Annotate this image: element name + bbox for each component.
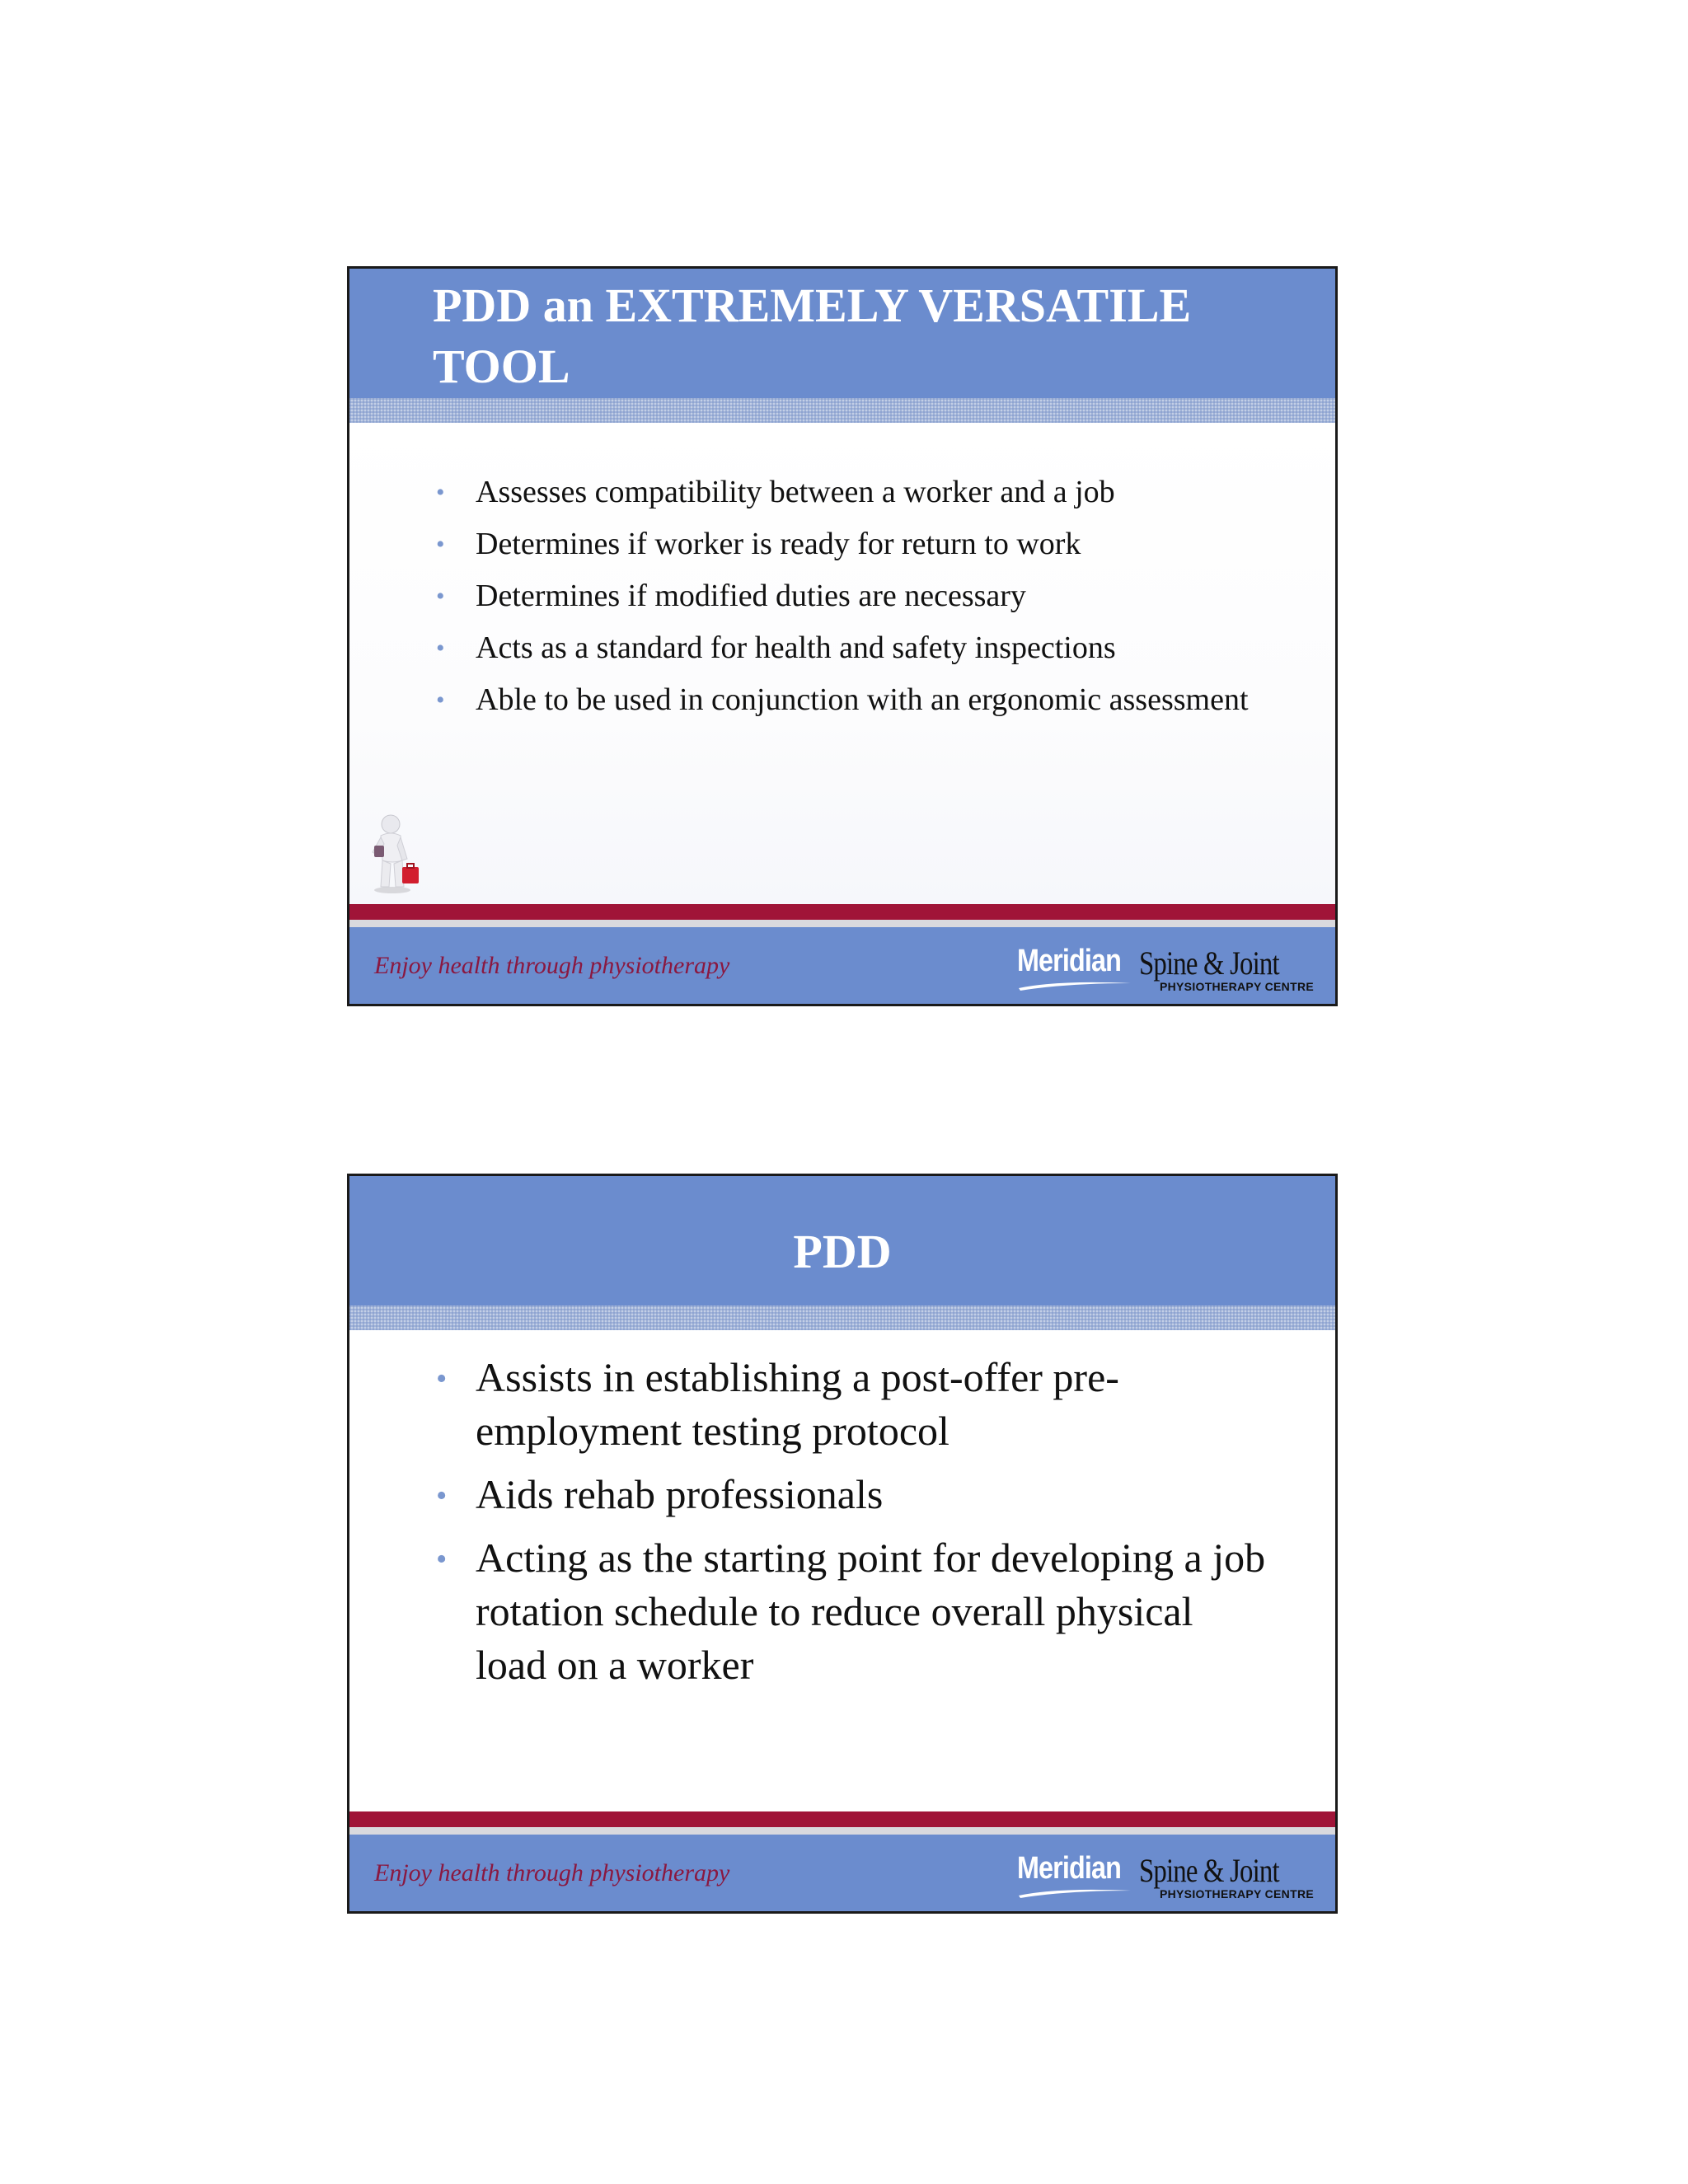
bullet-list: [432, 471, 1273, 730]
footer-tagline: Enjoy health through physiotherapy: [374, 1859, 730, 1886]
bullet-icon: •: [436, 1479, 448, 1513]
bullet-text: Determines if modified duties are necessary: [476, 579, 1026, 613]
bullet-icon: •: [436, 479, 445, 506]
accent-band: [349, 1811, 1335, 1827]
accent-band: [349, 904, 1335, 920]
logo-subtitle: PHYSIOTHERAPY CENTRE: [1160, 980, 1314, 993]
decorative-checker-band: [349, 398, 1335, 423]
divider: [349, 920, 1335, 927]
slide-2: [347, 1174, 1338, 1914]
bullet-item: [432, 626, 1273, 670]
bullet-text: Assesses compatibility between a worker and a job: [476, 475, 1115, 509]
decorative-checker-band: [349, 1305, 1335, 1330]
footer-tagline: Enjoy health through physiotherapy: [374, 952, 730, 979]
slide-footer: [349, 1835, 1335, 1914]
company-logo: [1017, 944, 1314, 996]
bullet-item: [432, 1531, 1273, 1692]
bullet-text: Acts as a standard for health and safety inspections: [476, 630, 1116, 665]
logo-swoosh-icon: [1017, 1886, 1132, 1899]
bullet-icon: •: [436, 531, 445, 558]
logo-brand: Meridian: [1017, 1851, 1122, 1886]
bullet-item: [432, 1351, 1273, 1458]
logo-subtitle: PHYSIOTHERAPY CENTRE: [1160, 1887, 1314, 1900]
bullet-item: [432, 574, 1273, 618]
slide-footer: [349, 927, 1335, 1006]
bullet-list: [432, 1351, 1273, 1702]
bullet-icon: •: [436, 1361, 448, 1396]
company-logo: [1017, 1851, 1314, 1904]
bullet-text: Determines if worker is ready for return to work: [476, 527, 1081, 561]
slide-title: PDD an EXTREMELY VERSATILE TOOL: [433, 279, 1192, 393]
bullet-item: [432, 471, 1273, 514]
bullet-text: Acting as the starting point for developing a job rotation schedule to reduce overall physical load on a worker: [476, 1535, 1266, 1688]
slide-title-bar: [349, 1176, 1335, 1305]
logo-swoosh-icon: [1017, 978, 1132, 991]
logo-name: Spine & Joint: [1139, 1852, 1279, 1889]
person-with-red-toolbox-icon: [359, 813, 425, 895]
bullet-item: [432, 523, 1273, 566]
logo-brand: Meridian: [1017, 944, 1122, 978]
bullet-icon: •: [436, 1542, 448, 1577]
bullet-icon: •: [436, 687, 445, 714]
slide-title-bar: [349, 269, 1335, 398]
slide-title: PDD: [793, 1225, 892, 1278]
slide-1: [347, 266, 1338, 1006]
bullet-icon: •: [436, 583, 445, 610]
bullet-text: Able to be used in conjunction with an ergonomic assessment: [476, 682, 1249, 717]
bullet-icon: •: [436, 635, 445, 662]
bullet-item: [432, 678, 1273, 722]
bullet-item: [432, 1468, 1273, 1521]
bullet-text: Aids rehab professionals: [476, 1471, 884, 1517]
bullet-text: Assists in establishing a post-offer pre-employment testing protocol: [476, 1354, 1119, 1454]
divider: [349, 1827, 1335, 1835]
logo-name: Spine & Joint: [1139, 944, 1279, 982]
